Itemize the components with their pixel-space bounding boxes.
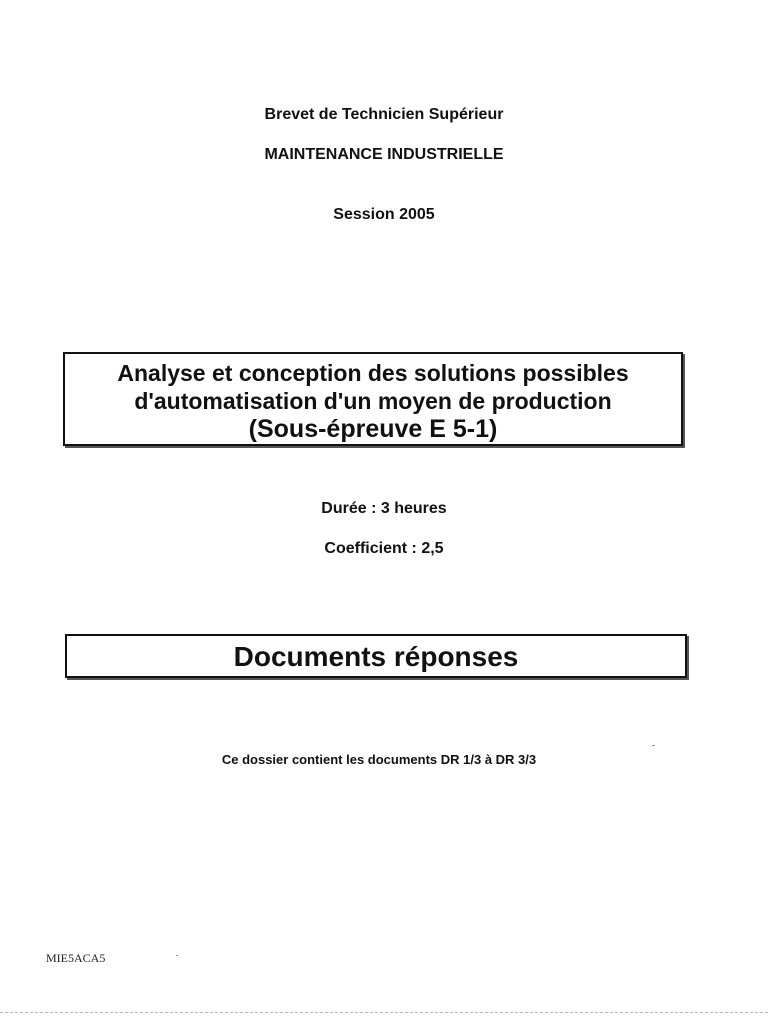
session-heading: Session 2005 — [333, 206, 435, 223]
diploma-heading: Brevet de Technicien Supérieur — [264, 106, 504, 123]
exam-duration: Durée : 3 heures — [321, 500, 447, 517]
specialty-heading: MAINTENANCE INDUSTRIELLE — [264, 146, 504, 163]
documents-title: Documents réponses — [233, 641, 519, 672]
documents-title-box — [65, 634, 687, 678]
scan-speck — [652, 745, 655, 746]
exam-title-line-1: Analyse et conception des solutions possibles — [117, 360, 629, 386]
exam-coefficient: Coefficient : 2,5 — [324, 540, 444, 557]
contents-note: Ce dossier contient les documents DR 1/3 à DR 3/3 — [221, 752, 537, 767]
scan-speck — [176, 955, 178, 956]
document-code: MIE5ACA5 — [46, 951, 106, 965]
exam-title-line-2: d'automatisation d'un moyen de production — [134, 388, 612, 414]
exam-title-box — [63, 352, 683, 446]
exam-title-line-3: (Sous-épreuve E 5-1) — [248, 415, 498, 443]
scan-edge-line — [0, 1012, 768, 1014]
